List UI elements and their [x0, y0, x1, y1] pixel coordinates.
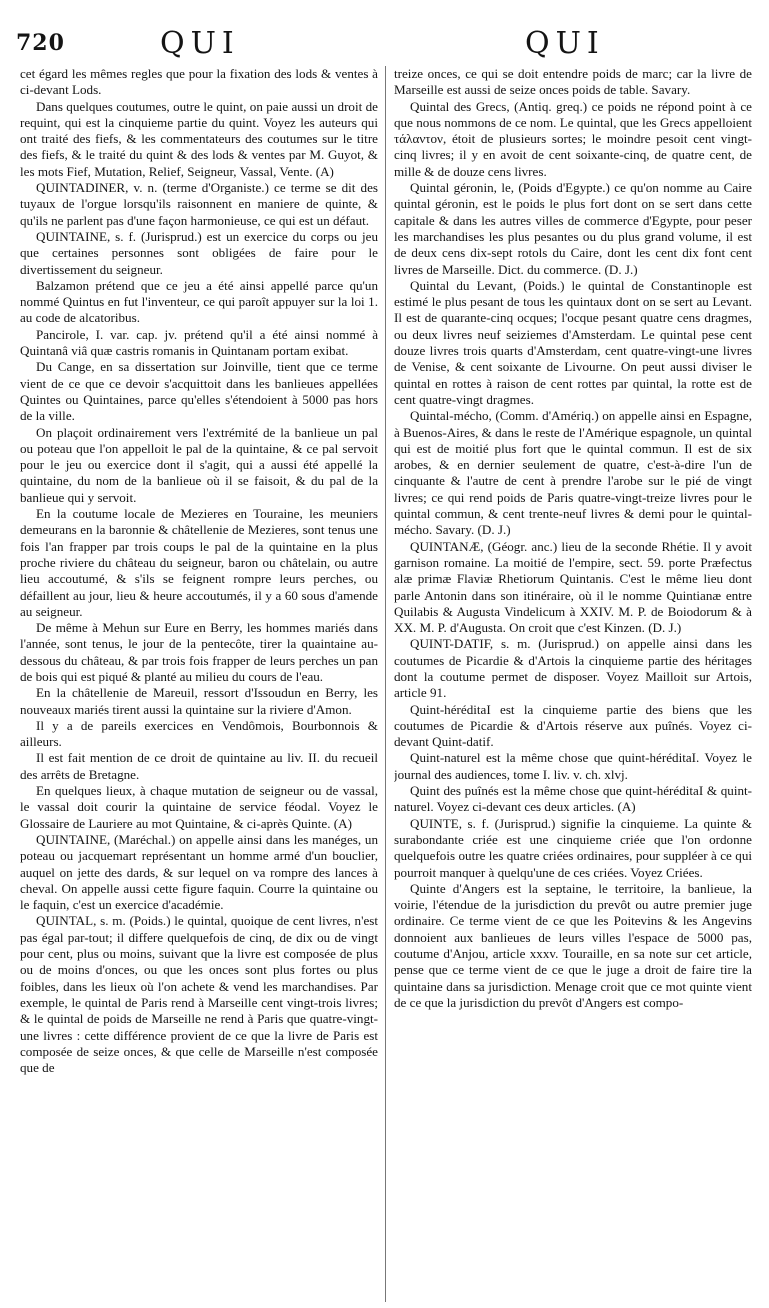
- paragraph: De même à Mehun sur Eure en Berry, les hommes mariés dans l'année, sont tenus, le jour de la pentecôte, tirer la quaintaine au-dessous du château, & par trois fois frapper de leurs perches un pan de bois qui est piqué & planté au milieu du cours de l'eau.: [20, 620, 378, 684]
- paragraph: Balzamon prétend que ce jeu a été ainsi appellé parce qu'un nommé Quintus en fut l'inventeur, ce qui paroît appuyer sur la loi 1. au code de alcatoribus.: [20, 277, 378, 326]
- entry-quintaine-marechal: QUINTAINE, (Maréchal.) on appelle ainsi dans les manéges, un poteau ou jacquemart représentant un homme armé d'un bouclier, auquel on jette des dards, & sur lequel on va rompre des lances à cheval. On appelle aussi cette figure faquin. Courre la quintaine ou le faquin, c'est un exercice d'académie.: [20, 831, 378, 913]
- paragraph: Quint des puînés est la même chose que quint-héréditaI & quint-naturel. Voyez ci-devant ces deux articles. (A): [394, 783, 752, 815]
- entry-quintal: QUINTAL, s. m. (Poids.) le quintal, quoique de cent livres, n'est pas égal par-tout; il differe quelquefois de cinq, de dix ou de vingt pour cent, plus ou moins, suivant que la livre est composée de plus ou de moins d'onces, ou que les onces sont plus fortes ou plus foibles, dans les lieux où l'on achete & vend les marchandises. Par exemple, le quintal de Paris rend à Marseille cent vingt-trois livres; & le quintal de poids de Marseille ne rend à Paris que quatre-vingt-une livres : cette différence provient de ce que la livre de Paris est composée de seize onces, & que celle de Marseille n'est composée que de: [20, 913, 378, 1076]
- entry-quintal-mecho: Quintal-mécho, (Comm. d'Amériq.) on appelle ainsi en Espagne, à Buenos-Aires, & dans le reste de l'Amérique espagnole, un quintal qui est de moitié plus fort que le quintal commun. Il est de six arobes, & en dernier seulement de quatre, c'est-à-dire l'un de cinquante & l'autre de cent à prendre l'arobe sur le pié de vingt livres; ce qui rend poids de Paris quatre-vingt-treize livres pour le quintal commun, & cent trente-neuf livres & demi pour le quintal-mécho. Savary. (D. J.): [394, 408, 752, 538]
- paragraph: Pancirole, I. var. cap. jv. prétend qu'il a été ainsi nommé à Quintanâ viâ quæ castris romanis in Quintanam portam exibat.: [20, 326, 378, 359]
- entry-quintal-grecs: Quintal des Grecs, (Antiq. greq.) ce poids ne répond point à ce que nous nommons de ce nom. Le quintal, que les Grecs appelloient τάλαντον, étoit de plusieurs sortes; le moindre pesoit cent vingt-cinq livres; il y en avoit de cent soixante-cinq, de quatre cent, de mille & de douze cens livres.: [394, 98, 752, 179]
- entry-quintaine: QUINTAINE, s. f. (Jurisprud.) est un exercice du corps ou jeu que certaines personnes sont obligées de faire pour le divertissement du seigneur.: [20, 228, 378, 277]
- right-column: [394, 66, 752, 1302]
- entry-quintal-geronin: Quintal géronin, le, (Poids d'Egypte.) ce qu'on nomme au Caire quintal géronin, est le poids le plus fort dont on se sert dans cette capitale & dans les autres villes de commerce d'Egypte, pour peser les marchandises les plus pesantes ou du plus grand volume, il est de deux cens dix-sept rotols du Caire, dont les cent dix font cent livres de Marseille. Dict. du commerce. (D. J.): [394, 180, 752, 277]
- entry-quint-datif: QUINT-DATIF, s. m. (Jurisprud.) on appelle ainsi dans les coutumes de Picardie & d'Artois la cinquieme partie des héritages dont la coutume permet de disposer. Voyez Mailloit sur Artois, article 91.: [394, 636, 752, 701]
- entry-quintal-levant: Quintal du Levant, (Poids.) le quintal de Constantinople est estimé le plus pesant de tous les quintaux dont on se sert au Levant. Il est de quarante-cinq ocques; l'ocque pesant quatre cens dragmes, ou deux livres neuf seiziemes d'Amsterdam. Le quintal pese cent douze livres trois quarts d'Amsterdam, cent quatre-vingt-une livres de Venise, & cent soixante de Livourne. On peut aussi diviser le quintal en rottes à raison de cent rottes par quintal, la rotte est de cent quatre-vingt dragmes.: [394, 277, 752, 407]
- entry-quinte: QUINTE, s. f. (Jurisprud.) signifie la cinquieme. La quinte & surabondante criée est une cinquieme criée que l'on ordonne quelquefois outre les quatre criées ordinaires, pour suppléer à ce qui pourroit manquer à quelqu'une de ces criées. Voyez Criées.: [394, 815, 752, 880]
- paragraph: Quint-héréditaI est la cinquieme partie des biens que les coutumes de Picardie & d'Artois réserve aux puînés. Voyez ci-devant Quint-datif.: [394, 701, 752, 750]
- paragraph: Quint-naturel est la même chose que quint-héréditaI. Voyez le journal des audiences, tome I. liv. v. ch. xlvj.: [394, 750, 752, 782]
- paragraph: Il y a de pareils exercices en Vendômois, Bourbonnois & ailleurs.: [20, 717, 378, 750]
- left-column: [20, 66, 378, 1302]
- running-head-right: QUI: [525, 26, 605, 61]
- paragraph: En la châtellenie de Mareuil, ressort d'Issoudun en Berry, les nouveaux mariés tirent aussi la quintaine sur la riviere d'Amon.: [20, 685, 378, 717]
- column-divider: [385, 66, 386, 1302]
- entry-quintanae: QUINTANÆ, (Géogr. anc.) lieu de la seconde Rhétie. Il y avoit garnison romaine. La moitié de l'empire, sect. 59. porte Præfectus alæ primæ Flaviæ Rhetiorum Quintanis. C'est le même lieu dont parle Antonin dans son itinéraire, où il le nomme Quintianæ entre Quilabis & Augusta Vindelicum à XXIV. M. P. de Boiodorum & à XX. M. P. d'Augusta. On croit que c'est Kinzen. (D. J.): [394, 538, 752, 636]
- paragraph: Dans quelques coutumes, outre le quint, on paie aussi un droit de requint, qui est la cinquieme partie du quint. Voyez les auteurs qui ont traité des fiefs, & les commentateurs des coutumes sur le titre des fiefs, & le traité du quint & des lods & ventes par M. Guyot, & les mots Fief, Mutation, Relief, Seigneur, Vassal, Vente. (A): [20, 98, 378, 179]
- page-number: 720: [16, 30, 65, 56]
- entry-quintadiner: QUINTADINER, v. n. (terme d'Organiste.) ce terme se dit des tuyaux de l'orgue lorsqu'ils raisonnent en maniere de quinte, & qu'ils ne parlent pas d'une façon harmonieuse, ce qui est un défaut.: [20, 180, 378, 228]
- page-header: [0, 0, 769, 61]
- paragraph: En quelques lieux, à chaque mutation de seigneur ou de vassal, le vassal doit courir la quintaine de service féodal. Voyez le Glossaire de Lauriere au mot Quintaine, & ci-après Quinte. (A): [20, 783, 378, 831]
- paragraph: cet égard les mêmes regles que pour la fixation des lods & ventes à ci-devant Lods.: [20, 66, 378, 98]
- paragraph: En la coutume locale de Mezieres en Touraine, les meuniers demeurans en la baronnie & châtellenie de Mezieres, sont tenus une fois l'an frapper par trois coups le pal de la quintaine en la plus proche riviere du château du seigneur, baron ou châtelain, ou autre lieu accoutumé, & s'ils se feignent rompre leurs perches, ou défaillent au jour, lieu & heure accoutumés, il y a 60 sous d'amende au seigneur.: [20, 506, 378, 619]
- paragraph: Quinte d'Angers est la septaine, le territoire, la banlieue, la voirie, l'étendue de la jurisdiction du prevôt ou autre premier juge ordinaire. Ce terme vient de ce que les Poitevins & les Angevins donnoient aux banlieues de leurs villes l'espace de 5000 pas, coutume d'Anjou, article xxxv. Touraille, en sa note sur cet article, pense que ce terme vient de ce que le juge a droit de faire tire la quintaine dans sa jurisdiction. Menage croit que ce mot quinte vient de ce que la jurisdiction du prevôt d'Angers est compo-: [394, 880, 752, 1010]
- paragraph: Il est fait mention de ce droit de quintaine au liv. II. du recueil des arrêts de Bretagne.: [20, 750, 378, 782]
- running-head-left: QUI: [160, 26, 240, 61]
- paragraph: Du Cange, en sa dissertation sur Joinville, tient que ce terme vient de ce que ce devoir s'acquittoit dans les banlieues appellées Quintes ou Quintaines, parce qu'elles s'étendoient à 5000 pas hors de la ville.: [20, 359, 378, 424]
- paragraph: treize onces, ce qui se doit entendre poids de marc; car la livre de Marseille est aussi de seize onces poids de table. Savary.: [394, 66, 752, 98]
- paragraph: On plaçoit ordinairement vers l'extrémité de la banlieue un pal ou poteau que l'on appelloit le pal de la quintaine, & ce pal servoit pour le jeu ou exercice dont il s'agit, qui a aussi été appellé la quintaine, du nom de la banlieue où il se faisoit, & du pal de la banlieue qui y servoit.: [20, 424, 378, 505]
